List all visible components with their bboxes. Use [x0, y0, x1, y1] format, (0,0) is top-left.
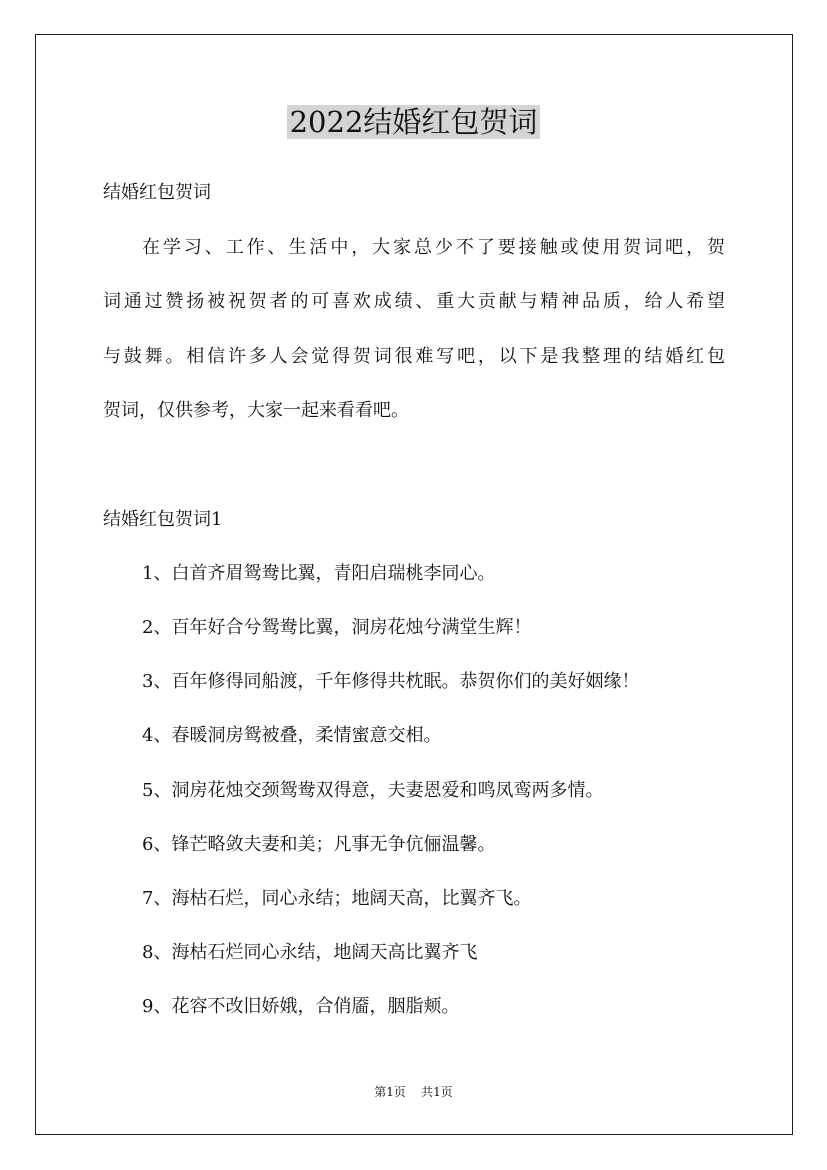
list-item: 2、百年好合兮鸳鸯比翼，洞房花烛兮满堂生辉！	[142, 617, 532, 638]
intro-line: 词通过赞扬被祝贺者的可喜欢成绩、重大贡献与精神品质，给人希望	[103, 291, 725, 312]
list-item: 9、花容不改旧娇娥，合俏靥，胭脂颊。	[142, 996, 460, 1017]
document-title	[0, 101, 827, 143]
page-number: 第1页	[374, 1085, 406, 1099]
list-item: 1、白首齐眉鸳鸯比翼，青阳启瑞桃李同心。	[142, 563, 496, 584]
intro-line: 在学习、工作、生活中，大家总少不了要接触或使用贺词吧，贺	[142, 237, 725, 258]
page-total: 共1页	[421, 1085, 453, 1099]
list-item: 7、海枯石烂，同心永结；地阔天高，比翼齐飞。	[142, 888, 532, 909]
list-item: 5、洞房花烛交颈鸳鸯双得意，夫妻恩爱和鸣凤鸾两多情。	[142, 780, 604, 801]
list-item: 3、百年修得同船渡，千年修得共枕眠。恭贺你们的美好姻缘！	[142, 671, 640, 692]
page-footer	[0, 1084, 827, 1100]
intro-line: 与鼓舞。相信许多人会觉得贺词很难写吧，以下是我整理的结婚红包	[103, 346, 725, 367]
document-title-text: 2022结婚红包贺词	[287, 105, 541, 139]
document-subtitle: 结婚红包贺词	[103, 182, 211, 203]
list-item: 6、锋芒略敛夫妻和美；凡事无争伉俪温馨。	[142, 834, 496, 855]
list-item: 4、春暖洞房鸳被叠，柔情蜜意交相。	[142, 725, 442, 746]
section-heading: 结婚红包贺词1	[103, 509, 223, 530]
list-item: 8、海枯石烂同心永结，地阔天高比翼齐飞	[142, 942, 478, 963]
intro-line: 贺词，仅供参考，大家一起来看看吧。	[103, 400, 409, 421]
